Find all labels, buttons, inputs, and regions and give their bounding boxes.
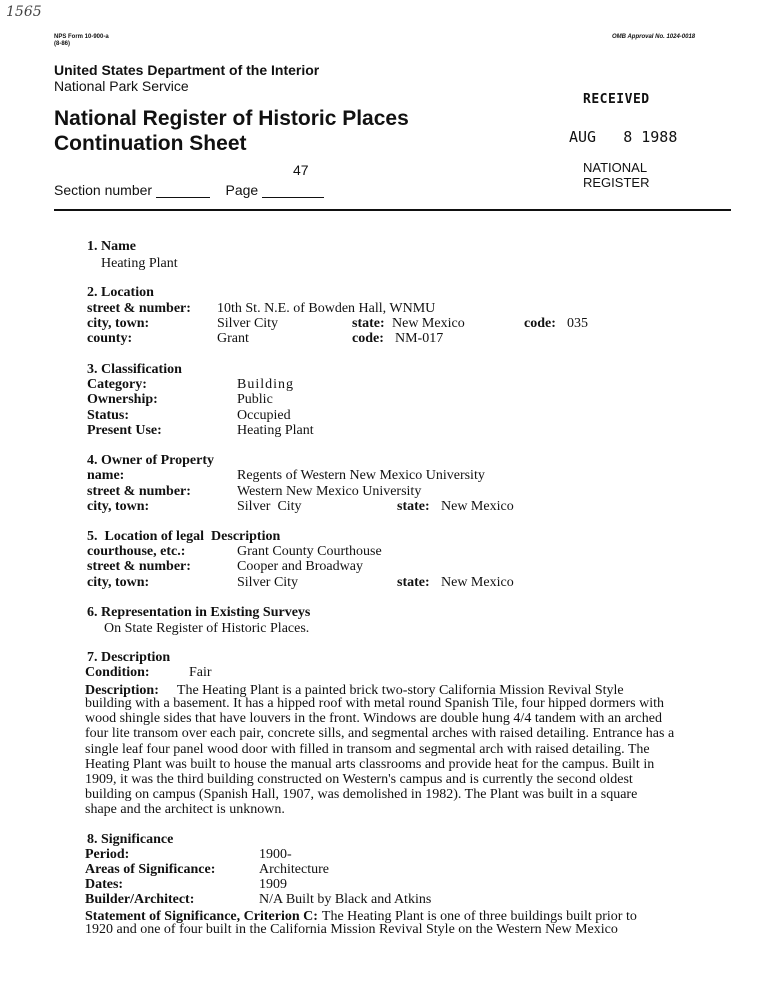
s7-description-line: four lite transom over each pair, concrete sills, and segmental arches with raised detailing. Entrance has a xyxy=(85,726,675,742)
s2-city-label: city, town: xyxy=(87,316,150,331)
s3-ownership-value: Public xyxy=(237,392,273,407)
stamp-day-year: 8 1988 xyxy=(623,128,678,146)
section-4-heading: 4. Owner of Property xyxy=(87,453,215,468)
s5-courthouse-value: Grant County Courthouse xyxy=(237,544,382,559)
s7-description-line: Heating Plant was built to house the manual arts classrooms and provide heat for the campus. Built in xyxy=(85,756,655,772)
s3-category-label: Category: xyxy=(87,377,147,392)
s4-street-value: Western New Mexico University xyxy=(237,484,422,499)
s4-city-label: city, town: xyxy=(87,499,150,514)
s2-county-value: Grant xyxy=(217,331,249,346)
section-number-label: Section number xyxy=(54,182,153,198)
s8-statement-label: Statement of Significance, Criterion C: xyxy=(85,909,318,924)
s2-street-label: street & number: xyxy=(87,301,191,316)
s7-description-line: building with a basement. It has a hipped roof with metal round Spanish Tile, four hipped dormers with xyxy=(85,696,664,711)
s4-city-value: Silver City xyxy=(237,499,302,514)
s3-status-label: Status: xyxy=(87,408,130,423)
form-date: (8-86) xyxy=(54,41,71,47)
section-5-heading: 5. Location of legal Description xyxy=(87,529,281,544)
s2-code-value: 035 xyxy=(567,316,588,331)
page-number: 47 xyxy=(293,162,309,178)
s5-state-value: New Mexico xyxy=(441,575,514,590)
s8-builder-value: N/A Built by Black and Atkins xyxy=(259,892,432,907)
s8-dates-label: Dates: xyxy=(85,877,124,892)
s2-code-label: code: xyxy=(524,316,556,331)
s3-category-value: Building xyxy=(237,377,295,392)
section-7-heading: 7. Description xyxy=(87,650,171,665)
stamp-national: NATIONAL xyxy=(583,160,648,175)
page-title: National Register of Historic Places xyxy=(54,107,409,130)
s3-status-value: Occupied xyxy=(237,408,291,423)
s7-description-body xyxy=(85,696,725,818)
section-page-line xyxy=(54,182,324,198)
s4-name-label: name: xyxy=(87,468,125,483)
s8-period-value: 1900- xyxy=(259,847,292,862)
s8-builder-label: Builder/Architect: xyxy=(85,892,195,907)
s2-county-label: county: xyxy=(87,331,133,346)
s7-description-line: building on campus (Spanish Hall, 1907, was demolished in 1982). The Plant was built in a square xyxy=(85,787,638,803)
s8-period-label: Period: xyxy=(85,847,130,862)
s5-city-value: Silver City xyxy=(237,575,299,590)
s7-description-label: Description: xyxy=(85,683,159,698)
s5-city-label: city, town: xyxy=(87,575,150,590)
section-1-name-value: Heating Plant xyxy=(101,256,178,271)
s8-statement-second: 1920 and one of four built in the California Mission Revival Style on the Western New Mexico xyxy=(85,922,618,937)
omb-approval: OMB Approval No. 1024-0018 xyxy=(612,34,696,40)
section-number-blank xyxy=(156,185,210,198)
s7-description-line: 1909, it was the third building constructed on Western's campus and is currently the second oldest xyxy=(85,772,633,788)
department-name: United States Department of the Interior xyxy=(54,62,320,78)
s3-ownership-label: Ownership: xyxy=(87,392,158,407)
s7-condition-label: Condition: xyxy=(85,665,150,680)
s2-street-value: 10th St. N.E. of Bowden Hall, WNMU xyxy=(217,301,436,316)
s3-use-value: Heating Plant xyxy=(237,423,314,438)
s4-street-label: street & number: xyxy=(87,484,191,499)
s7-condition-value: Fair xyxy=(189,665,212,680)
section-2-heading: 2. Location xyxy=(87,285,154,300)
s2-county-code-value: NM-017 xyxy=(395,331,444,346)
form-number: NPS Form 10-900-a xyxy=(54,34,109,40)
s4-name-value: Regents of Western New Mexico University xyxy=(237,468,485,483)
s8-areas-label: Areas of Significance: xyxy=(85,862,216,877)
page-subtitle: Continuation Sheet xyxy=(54,132,247,155)
s8-statement-first: The Heating Plant is one of three buildings built prior to xyxy=(321,909,637,924)
s4-state-label: state: xyxy=(397,499,430,514)
s3-use-label: Present Use: xyxy=(87,423,162,438)
s5-courthouse-label: courthouse, etc.: xyxy=(87,544,186,559)
s7-description-line: wood shingle sides that have louvers in the front. Windows are double hung 4/4 tandem with an arched xyxy=(85,711,662,727)
s8-areas-value: Architecture xyxy=(259,862,329,877)
s2-state-value: New Mexico xyxy=(392,316,465,331)
service-name: National Park Service xyxy=(54,78,189,94)
header-divider xyxy=(54,209,731,211)
s7-description-line: single leaf four panel wood door with filled in transom and segmental arch with raised detailing. The xyxy=(85,741,650,757)
s5-street-label: street & number: xyxy=(87,559,191,574)
s2-state-label: state: xyxy=(352,316,385,331)
handwritten-mark: 1565 xyxy=(6,4,42,20)
stamp-date xyxy=(569,128,677,146)
page-label: Page xyxy=(225,182,259,198)
stamp-received: RECEIVED xyxy=(583,92,650,107)
s2-county-code-label: code: xyxy=(352,331,384,346)
s8-dates-value: 1909 xyxy=(259,877,287,892)
s7-description-line: shape and the architect is unknown. xyxy=(85,802,285,818)
page-number-blank xyxy=(262,185,324,198)
s7-description-first: The Heating Plant is a painted brick two-story California Mission Revival Style xyxy=(176,683,624,698)
section-6-value: On State Register of Historic Places. xyxy=(104,621,310,636)
s5-state-label: state: xyxy=(397,575,430,590)
section-1-heading: 1. Name xyxy=(87,239,136,254)
stamp-register: REGISTER xyxy=(583,175,650,190)
section-3-heading: 3. Classification xyxy=(87,362,182,377)
section-8-heading: 8. Significance xyxy=(87,832,174,847)
s4-state-value: New Mexico xyxy=(441,499,514,514)
section-6-heading: 6. Representation in Existing Surveys xyxy=(87,605,311,620)
s5-street-value: Cooper and Broadway xyxy=(237,559,363,574)
s2-city-value: Silver City xyxy=(217,316,279,331)
stamp-month: AUG xyxy=(569,128,597,146)
